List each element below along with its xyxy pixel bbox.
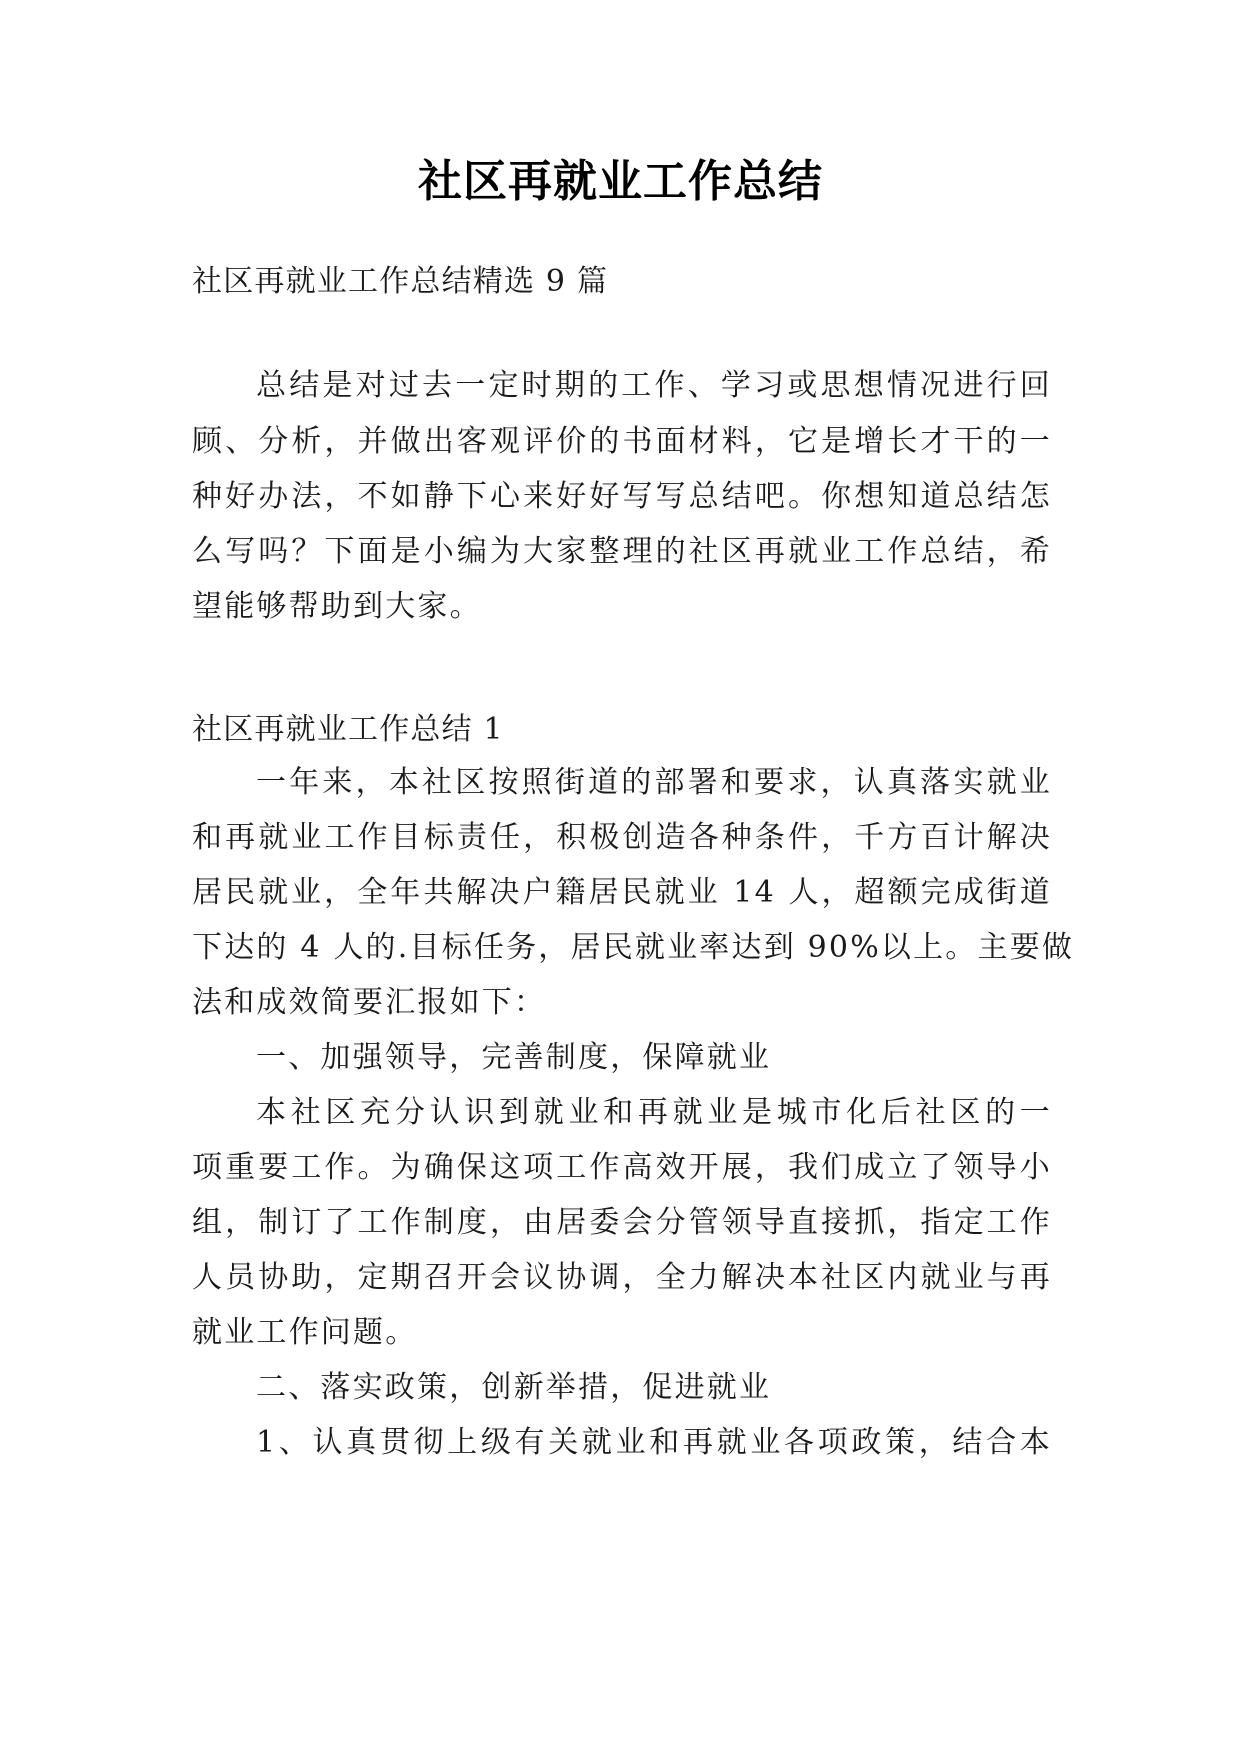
intro-line-4: 么写吗？下面是小编为大家整理的社区再就业工作总结，希 [192, 534, 1052, 569]
para1-line-5: 法和成效简要汇报如下： [192, 985, 547, 1020]
para2-line-5: 就业工作问题。 [192, 1315, 418, 1350]
intro-line-3: 种好办法，不如静下心来好好写写总结吧。你想知道总结怎 [192, 479, 1052, 514]
para2-line-2: 项重要工作。为确保这项工作高效开展，我们成立了领导小 [192, 1150, 1052, 1185]
para1-line-3: 居民就业，全年共解决户籍居民就业 14 人，超额完成街道 [192, 875, 1052, 910]
para1-line-2: 和再就业工作目标责任，积极创造各种条件，千方百计解决 [192, 820, 1052, 855]
intro-line-2: 顾、分析，并做出客观评价的书面材料，它是增长才干的一 [192, 424, 1052, 459]
document-subtitle: 社区再就业工作总结精选 9 篇 [192, 264, 609, 299]
para2-line-1: 本社区充分认识到就业和再就业是城市化后社区的一 [256, 1095, 1052, 1130]
document-title: 社区再就业工作总结 [418, 156, 823, 207]
para2-line-3: 组，制订了工作制度，由居委会分管领导直接抓，指定工作 [192, 1205, 1052, 1240]
para1-line-4: 下达的 4 人的.目标任务，居民就业率达到 90%以上。主要做 [192, 930, 1075, 965]
para1-line-1: 一年来，本社区按照街道的部署和要求，认真落实就业 [256, 765, 1052, 800]
subheading-1: 一、加强领导，完善制度，保障就业 [256, 1040, 772, 1075]
intro-line-5: 望能够帮助到大家。 [192, 589, 482, 624]
section-heading: 社区再就业工作总结 1 [192, 712, 504, 747]
para3-line-1: 1、认真贯彻上级有关就业和再就业各项政策，结合本 [256, 1425, 1052, 1460]
para2-line-4: 人员协助，定期召开会议协调，全力解决本社区内就业与再 [192, 1260, 1052, 1295]
subheading-2: 二、落实政策，创新举措，促进就业 [256, 1370, 772, 1405]
intro-line-1: 总结是对过去一定时期的工作、学习或思想情况进行回 [256, 368, 1052, 403]
